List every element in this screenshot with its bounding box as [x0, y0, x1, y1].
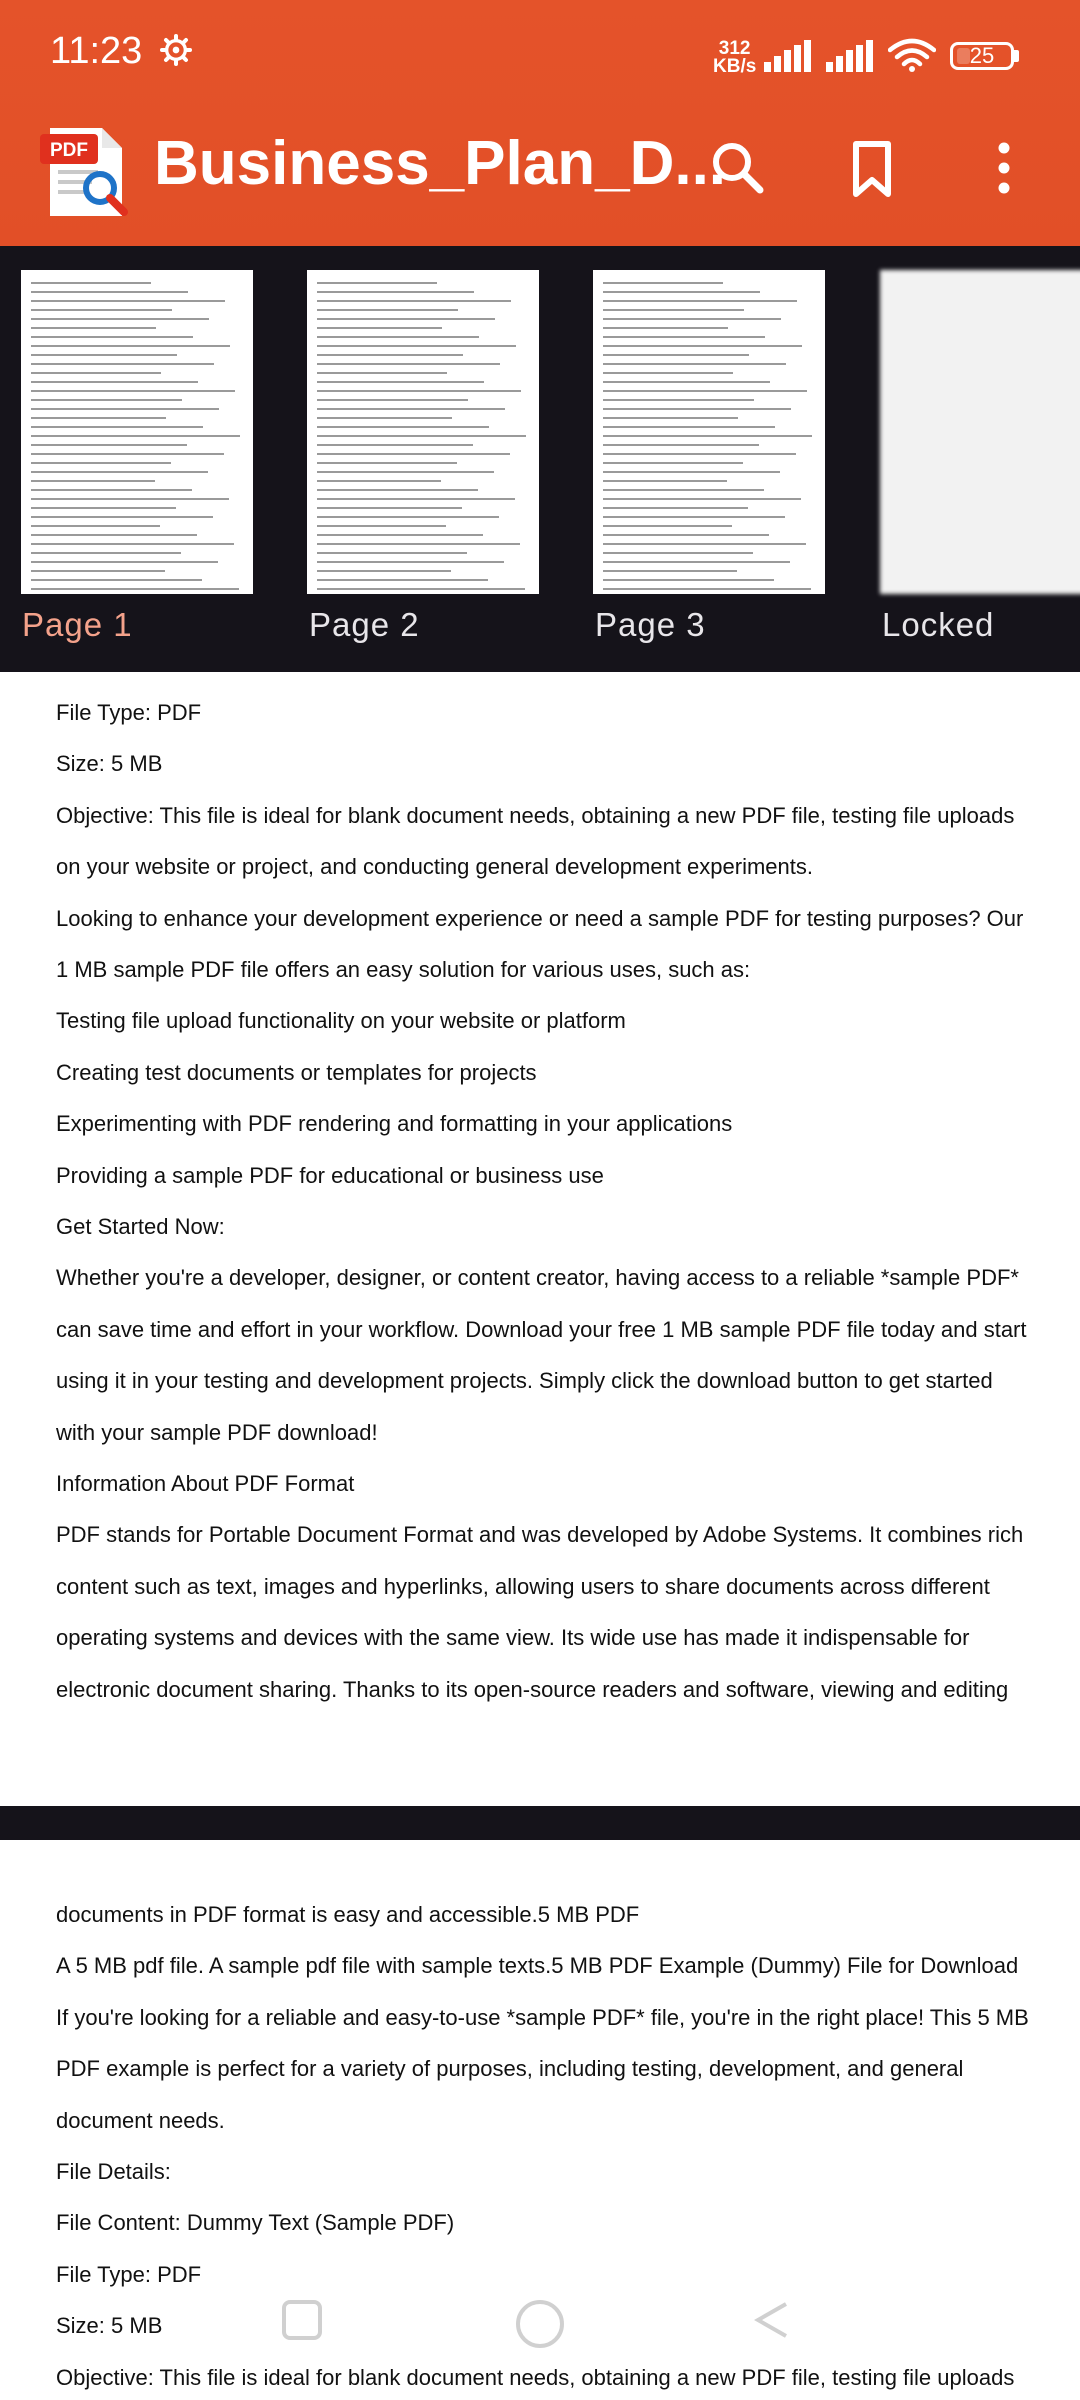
- thumbnail-text-line: [317, 345, 516, 347]
- thumbnail-text-line: [31, 471, 208, 473]
- thumbnail-text-line: [317, 552, 467, 554]
- battery-percent: 25: [969, 43, 995, 68]
- thumbnail-text-line: [317, 453, 510, 455]
- document-text-line: Providing a sample PDF for educational or business use: [56, 1162, 604, 1188]
- document-text-line: If you're looking for a reliable and easy-to-use *sample PDF* file, you're in the right place! This 5 MB: [56, 2004, 1029, 2030]
- document-text-line: document needs.: [56, 2107, 225, 2133]
- locked-page-thumbnail[interactable]: [880, 270, 1080, 594]
- thumbnail-text-line: [31, 399, 182, 401]
- thumbnail-text-line: [31, 462, 171, 464]
- page-thumbnail[interactable]: [307, 270, 539, 594]
- thumbnail-text-line: [31, 507, 176, 509]
- more-vert-icon[interactable]: [972, 136, 1036, 200]
- thumbnail-text-line: [603, 462, 743, 464]
- document-text-line: with your sample PDF download!: [56, 1419, 378, 1445]
- thumbnail-text-line: [603, 552, 753, 554]
- pdf-logo-text: PDF: [50, 140, 88, 161]
- page-thumbnail-strip: [0, 246, 1080, 672]
- network-speed: 312 KB/s: [713, 38, 757, 77]
- thumbnail-text-line: [603, 489, 764, 491]
- thumbnail-label-page-3[interactable]: Page 3: [595, 606, 706, 643]
- thumbnail-text-line: [317, 534, 483, 536]
- thumbnail-text-line: [603, 480, 727, 482]
- thumbnail-text-line: [317, 570, 451, 572]
- thumbnail-label-locked[interactable]: Locked: [882, 606, 995, 643]
- document-text-line: on your website or project, and conducting general development experiments.: [56, 854, 814, 880]
- thumbnail-text-line: [31, 372, 161, 374]
- document-text-line: Looking to enhance your development experience or need a sample PDF for testing purposes? Our: [56, 905, 1024, 931]
- thumbnail-text-line: [603, 291, 760, 293]
- thumbnail-text-line: [603, 498, 801, 500]
- thumbnail-text-line: [317, 372, 447, 374]
- thumbnail-text-line: [31, 363, 214, 365]
- document-text-line: File Type: PDF: [56, 700, 202, 725]
- thumbnail-text-line: [31, 282, 151, 284]
- nav-back-icon[interactable]: [750, 2298, 794, 2342]
- bookmark-icon[interactable]: [840, 136, 904, 200]
- thumbnail-label-page-1[interactable]: Page 1: [22, 606, 133, 643]
- thumbnail-text-line: [317, 327, 442, 329]
- thumbnail-text-line: [603, 372, 733, 374]
- thumbnail-text-line: [603, 390, 807, 392]
- thumbnail-text-line: [31, 525, 160, 527]
- document-text-line: can save time and effort in your workflow. Download your free 1 MB sample PDF file today and start: [56, 1316, 1027, 1342]
- thumbnail-text-line: [603, 363, 786, 365]
- thumbnail-text-line: [317, 309, 458, 311]
- document-text-line: Experimenting with PDF rendering and formatting in your applications: [56, 1111, 733, 1137]
- thumbnail-text-line: [31, 318, 209, 320]
- thumbnail-text-line: [603, 588, 811, 590]
- document-text-line: Size: 5 MB: [56, 2313, 163, 2339]
- thumbnail-text-line: [603, 507, 748, 509]
- thumbnail-text-line: [317, 498, 515, 500]
- thumbnail-text-line: [317, 354, 463, 356]
- document-text-line: documents in PDF format is easy and accessible.5 MB PDF: [56, 1902, 640, 1927]
- thumbnail-text-line: [31, 561, 218, 563]
- thumbnail-text-line: [31, 552, 181, 554]
- thumbnail-text-line: [603, 453, 796, 455]
- thumbnail-text-line: [31, 336, 193, 338]
- thumbnail-text-line: [603, 300, 797, 302]
- document-text-line: Testing file upload functionality on your website or platform: [56, 1008, 626, 1034]
- document-text-line: PDF stands for Portable Document Format and was developed by Adobe Systems. It combines rich: [56, 1522, 1024, 1548]
- nav-recents-icon[interactable]: [280, 2298, 324, 2342]
- signal-bars-icon: [764, 40, 816, 72]
- document-text-line: using it in your testing and development projects. Simply click the download button to get started: [56, 1368, 993, 1394]
- status-bar: [0, 0, 1080, 92]
- thumbnail-text-line: [31, 489, 192, 491]
- thumbnail-text-line: [603, 318, 781, 320]
- search-icon[interactable]: [706, 136, 770, 200]
- document-text-line: Information About PDF Format: [56, 1471, 355, 1496]
- document-text-line: electronic document sharing. Thanks to its open-source readers and software, viewing and editing: [56, 1676, 1009, 1702]
- nav-home-icon[interactable]: [514, 2298, 566, 2350]
- thumbnail-text-line: [603, 471, 780, 473]
- thumbnail-text-line: [603, 435, 812, 437]
- thumbnail-text-line: [603, 561, 790, 563]
- thumbnail-text-line: [31, 543, 234, 545]
- thumbnail-text-line: [603, 525, 732, 527]
- thumbnail-text-line: [317, 363, 500, 365]
- thumbnail-text-line: [31, 516, 213, 518]
- thumbnail-text-line: [603, 516, 785, 518]
- thumbnail-text-line: [31, 417, 166, 419]
- thumbnail-text-line: [31, 291, 188, 293]
- document-text-line: Get Started Now:: [56, 1214, 225, 1239]
- thumbnail-text-line: [31, 579, 202, 581]
- document-text-line: Objective: This file is ideal for blank document needs, obtaining a new PDF file, testing file uploads: [56, 2364, 1015, 2390]
- thumbnail-label-page-2[interactable]: Page 2: [309, 606, 420, 643]
- thumbnail-text-line: [603, 336, 765, 338]
- pdf-file-logo: [36, 122, 134, 222]
- document-text-line: File Content: Dummy Text (Sample PDF): [56, 2210, 455, 2236]
- thumbnail-text-line: [317, 444, 473, 446]
- thumbnail-text-line: [317, 525, 446, 527]
- thumbnail-text-line: [603, 570, 737, 572]
- thumbnail-text-line: [317, 561, 504, 563]
- document-text-line: Whether you're a developer, designer, or content creator, having access to a reliable *sample PDF*: [56, 1265, 1019, 1291]
- thumbnail-text-line: [603, 534, 769, 536]
- app-bar: [0, 92, 1080, 246]
- thumbnail-text-line: [31, 570, 165, 572]
- document-text-line: File Details:: [56, 2159, 171, 2184]
- thumbnail-text-line: [317, 381, 484, 383]
- page-thumbnail[interactable]: [593, 270, 825, 594]
- status-time: 11:23: [50, 30, 143, 72]
- thumbnail-text-line: [31, 498, 229, 500]
- document-text-line: A 5 MB pdf file. A sample pdf file with sample texts.5 MB PDF Example (Dummy) File for Download: [56, 1953, 1019, 1979]
- thumbnail-text-line: [603, 309, 744, 311]
- thumbnail-text-line: [603, 417, 738, 419]
- document-text-line: operating systems and devices with the same view. Its wide use has made it indispensable for: [56, 1625, 970, 1651]
- thumbnail-text-line: [317, 579, 488, 581]
- thumbnail-text-line: [31, 435, 240, 437]
- thumbnail-text-line: [317, 390, 521, 392]
- thumbnail-text-line: [31, 588, 239, 590]
- thumbnail-text-line: [603, 444, 759, 446]
- thumbnail-text-line: [603, 282, 723, 284]
- battery-cap: [1014, 50, 1019, 62]
- thumbnail-text-line: [603, 543, 806, 545]
- thumbnail-text-line: [317, 300, 511, 302]
- document-text-line: 1 MB sample PDF file offers an easy solution for various uses, such as:: [56, 957, 751, 982]
- top-header: [0, 0, 1080, 246]
- thumbnail-text-line: [603, 408, 791, 410]
- page-divider: [0, 1806, 1080, 1840]
- thumbnail-text-line: [31, 345, 230, 347]
- thumbnail-text-line: [317, 282, 437, 284]
- thumbnail-text-line: [317, 480, 441, 482]
- thumbnail-text-line: [603, 426, 775, 428]
- thumbnail-text-line: [31, 381, 198, 383]
- thumbnail-text-line: [31, 309, 172, 311]
- thumbnail-text-line: [603, 399, 754, 401]
- thumbnail-text-line: [317, 291, 474, 293]
- thumbnail-text-line: [317, 507, 462, 509]
- thumbnail-text-line: [31, 534, 197, 536]
- thumbnail-text-line: [31, 426, 203, 428]
- document-text-line: content such as text, images and hyperlinks, allowing users to share documents across different: [56, 1573, 990, 1599]
- thumbnail-text-line: [603, 327, 728, 329]
- thumbnail-text-line: [317, 318, 495, 320]
- settings-gear-icon: [160, 34, 192, 66]
- thumbnail-text-line: [317, 399, 468, 401]
- thumbnail-text-line: [317, 588, 525, 590]
- thumbnail-text-line: [603, 579, 774, 581]
- thumbnail-text-line: [603, 354, 749, 356]
- thumbnail-text-line: [317, 336, 479, 338]
- thumbnail-text-line: [317, 516, 499, 518]
- document-text-line: PDF example is perfect for a variety of purposes, including testing, development, and general: [56, 2056, 964, 2082]
- document-title: Business_Plan_D...: [154, 129, 727, 198]
- signal-bars-icon: [826, 40, 878, 72]
- thumbnail-text-line: [317, 543, 520, 545]
- thumbnail-text-line: [317, 435, 526, 437]
- thumbnail-text-line: [31, 480, 155, 482]
- document-text-line: File Type: PDF: [56, 2261, 202, 2287]
- document-text-line: Creating test documents or templates for projects: [56, 1059, 537, 1085]
- thumbnail-text-line: [31, 453, 224, 455]
- thumbnail-text-line: [31, 390, 235, 392]
- thumbnail-text-line: [31, 408, 219, 410]
- document-text-line: Size: 5 MB: [56, 751, 163, 777]
- thumbnail-text-line: [317, 489, 478, 491]
- thumbnail-text-line: [317, 417, 452, 419]
- wifi-icon: [888, 38, 936, 72]
- thumbnail-text-line: [603, 345, 802, 347]
- thumbnail-text-line: [31, 354, 177, 356]
- thumbnail-text-line: [603, 381, 770, 383]
- thumbnail-text-line: [317, 462, 457, 464]
- thumbnail-text-line: [317, 426, 489, 428]
- page-thumbnail[interactable]: [21, 270, 253, 594]
- document-text-line: Objective: This file is ideal for blank document needs, obtaining a new PDF file, testing file uploads: [56, 802, 1015, 828]
- thumbnail-text-line: [317, 408, 505, 410]
- thumbnail-text-line: [31, 444, 187, 446]
- thumbnail-text-line: [317, 471, 494, 473]
- thumbnail-text-line: [31, 300, 225, 302]
- thumbnail-text-line: [31, 327, 156, 329]
